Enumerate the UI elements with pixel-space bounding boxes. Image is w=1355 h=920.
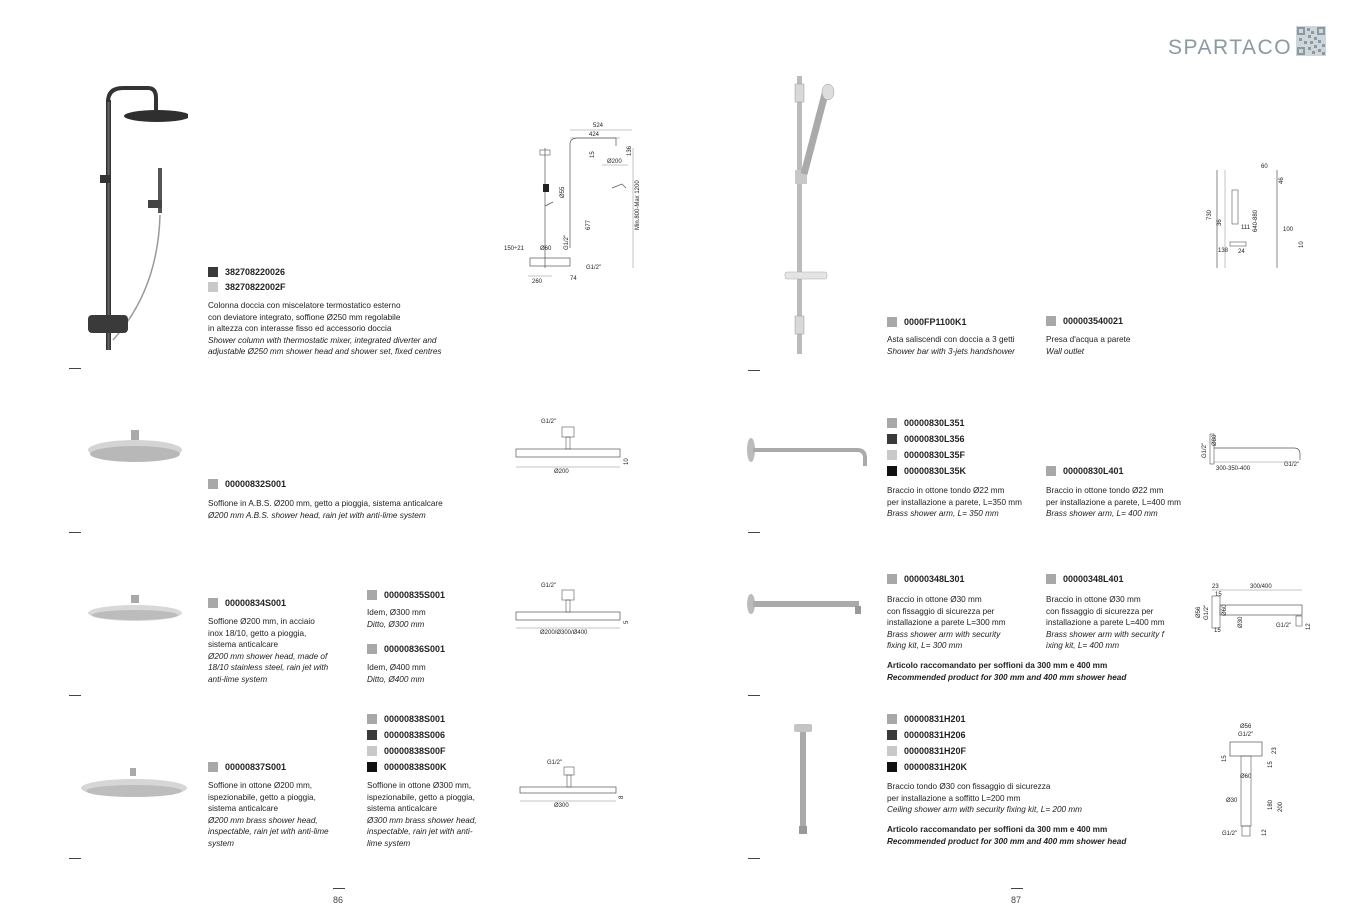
- divider-dash: [748, 370, 760, 371]
- product-code: 00000830L401: [1063, 465, 1124, 476]
- svg-text:Ø60: Ø60: [540, 246, 552, 252]
- shower-head-technical-drawing: [510, 415, 635, 480]
- svg-text:Ø56: Ø56: [1240, 724, 1252, 730]
- svg-text:G1/2": G1/2": [1284, 462, 1300, 468]
- divider-dash: [69, 695, 81, 696]
- product-code: 00000838S006: [384, 729, 446, 740]
- product-code-row: [887, 727, 966, 742]
- divider-dash: [69, 532, 81, 533]
- product-code: 0000FP1100K1: [904, 316, 967, 327]
- product-code-row: [887, 431, 965, 446]
- shower-column-photo: [78, 70, 188, 360]
- svg-text:300-350-400: 300-350-400: [1216, 466, 1251, 472]
- recommendation-note: Articolo raccomandato per soffioni da 300 mm e 400 mm Recommended product for 300 mm and 400 mm shower head: [887, 825, 1127, 846]
- color-swatch-chrome: [887, 714, 897, 724]
- product-code: 00000836S001: [384, 643, 446, 654]
- product-description: Soffione in ottone Ø200 mm, ispezionabile, getto a pioggia, sistema anticalcare Ø200 mm brass shower head, inspectable, rain jet with anti-lime system: [208, 781, 329, 848]
- color-swatch-chrome: [887, 574, 897, 584]
- divider-dash: [1011, 888, 1023, 889]
- product-code: 00000838S00F: [384, 745, 446, 756]
- shower-head-photo: [86, 595, 186, 625]
- product-code-row: [208, 476, 286, 491]
- product-code-row: [887, 314, 967, 329]
- product-description: Soffione in A.B.S. Ø200 mm, getto a pioggia, sistema anticalcare Ø200 mm A.B.S. shower head, rain jet with anti-lime system: [208, 499, 443, 520]
- product-code-row: [1046, 463, 1124, 478]
- svg-text:138: 138: [1218, 248, 1229, 254]
- svg-text:G1/2": G1/2": [586, 265, 602, 271]
- svg-text:24: 24: [1238, 249, 1245, 255]
- product-description: Asta saliscendi con doccia a 3 getti Shower bar with 3-jets handshower: [887, 335, 1015, 356]
- product-code-row: [208, 264, 285, 279]
- color-swatch-chrome: [367, 644, 377, 654]
- product-code: 00000830L351: [904, 417, 965, 428]
- product-code-row: [887, 759, 967, 774]
- svg-text:424: 424: [589, 132, 600, 138]
- color-swatch-chrome: [1046, 466, 1056, 476]
- svg-text:15: 15: [1215, 592, 1222, 598]
- svg-text:Ø30: Ø30: [1238, 616, 1244, 628]
- qr-code-icon: [1296, 26, 1326, 56]
- product-code: 00000831H20F: [904, 745, 967, 756]
- svg-text:111: 111: [1241, 225, 1251, 231]
- shower-head-technical-drawing: [512, 755, 630, 811]
- ceiling-arm-photo: [792, 722, 816, 837]
- color-swatch-gunmetal: [208, 267, 218, 277]
- svg-text:Ø60: Ø60: [1222, 604, 1228, 616]
- color-swatch-chrome: [208, 598, 218, 608]
- color-swatch-chrome: [208, 479, 218, 489]
- color-swatch-black: [887, 466, 897, 476]
- product-code-row: [208, 759, 286, 774]
- shower-head-technical-drawing: [510, 578, 635, 640]
- product-code-row: [367, 759, 447, 774]
- product-code-row: [887, 447, 965, 462]
- divider-dash: [69, 368, 81, 369]
- product-description: Braccio in ottone tondo Ø22 mm per installazione a parete, L=350 mm Brass shower arm, L= 350 mm: [887, 486, 1022, 519]
- shower-column-technical-drawing: [500, 118, 650, 288]
- page-number: 87: [1011, 895, 1022, 905]
- product-description: Braccio in ottone tondo Ø22 mm per installazione a parete, L=400 mm Brass shower arm, L= 400 mm: [1046, 486, 1181, 519]
- product-code-row: [367, 641, 445, 656]
- svg-text:46: 46: [1279, 177, 1285, 184]
- svg-text:Min.800-Max 1200: Min.800-Max 1200: [635, 180, 641, 230]
- color-swatch-black: [887, 762, 897, 772]
- svg-text:G1/2": G1/2": [541, 419, 557, 425]
- product-code-row: [887, 711, 966, 726]
- svg-text:640-880: 640-880: [1253, 209, 1259, 232]
- svg-text:G1/2": G1/2": [1222, 831, 1238, 837]
- product-code-row: [367, 727, 445, 742]
- product-code-row: [367, 743, 446, 758]
- product-code: 382708220026: [225, 266, 286, 277]
- shower-arm-technical-drawing: [1198, 428, 1313, 476]
- svg-text:8: 8: [619, 795, 625, 799]
- svg-text:524: 524: [593, 123, 604, 129]
- svg-text:G1/2": G1/2": [1204, 604, 1210, 620]
- color-swatch-brushed: [887, 450, 897, 460]
- svg-text:150÷21: 150÷21: [504, 246, 524, 252]
- svg-text:5: 5: [624, 620, 630, 624]
- product-description: Idem, Ø400 mm Ditto, Ø400 mm: [367, 663, 426, 684]
- color-swatch-chrome: [1046, 316, 1056, 326]
- product-code: 00000838S00K: [384, 761, 447, 772]
- product-description: Soffione Ø200 mm, in acciaio inox 18/10, getto a pioggia, sistema anticalcare Ø200 mm shower head, made of 18/10 stainless steel, rain jet with anti-lime system: [208, 617, 329, 684]
- product-code: 00000348L401: [1063, 573, 1124, 584]
- svg-text:200: 200: [1278, 801, 1284, 812]
- product-code: 00000830L35K: [904, 465, 967, 476]
- svg-text:136: 136: [627, 145, 633, 156]
- divider-dash: [748, 695, 760, 696]
- color-swatch-black: [367, 762, 377, 772]
- shower-head-photo: [80, 768, 190, 804]
- divider-dash: [748, 532, 760, 533]
- svg-text:10: 10: [1299, 241, 1305, 248]
- recommendation-note: Articolo raccomandato per soffioni da 300 mm e 400 mm Recommended product for 300 mm and 400 mm shower head: [887, 661, 1127, 682]
- svg-text:15: 15: [1222, 755, 1228, 762]
- svg-text:Ø30: Ø30: [1226, 798, 1238, 804]
- product-description: Soffione in ottone Ø300 mm, ispezionabile, getto a pioggia, sistema anticalcare Ø300 mm brass shower head, inspectable, rain jet with anti- lime system: [367, 781, 477, 848]
- svg-text:Ø80: Ø80: [1212, 434, 1218, 446]
- svg-text:G1/2": G1/2": [1238, 732, 1254, 738]
- color-swatch-gunmetal: [367, 730, 377, 740]
- svg-text:Ø200: Ø200: [607, 159, 622, 165]
- svg-text:G1/2": G1/2": [541, 583, 557, 589]
- product-code-row: [208, 279, 286, 294]
- product-description: Braccio in ottone Ø30 mm con fissaggio di sicurezza per installazione a parete L=400 mm Brass shower arm with security f ixing kit, L= 400 mm: [1046, 595, 1165, 651]
- color-swatch-brushed: [887, 746, 897, 756]
- svg-text:G1/2": G1/2": [564, 234, 570, 250]
- svg-text:74: 74: [570, 276, 577, 282]
- page-number: 86: [333, 895, 344, 905]
- svg-text:15: 15: [590, 151, 596, 158]
- svg-text:G1/2": G1/2": [1202, 442, 1208, 458]
- svg-text:23: 23: [1272, 747, 1278, 754]
- product-code: 00000831H20K: [904, 761, 968, 772]
- svg-text:677: 677: [586, 219, 592, 230]
- shower-arm-technical-drawing: [1192, 580, 1317, 638]
- product-description: Presa d'acqua a parete Wall outlet: [1046, 335, 1131, 356]
- product-code: 00000838S001: [384, 713, 446, 724]
- color-swatch-chrome: [367, 714, 377, 724]
- color-swatch-gunmetal: [887, 730, 897, 740]
- product-code-row: [887, 463, 966, 478]
- color-swatch-chrome: [1046, 574, 1056, 584]
- product-description: Idem, Ø300 mm Ditto, Ø300 mm: [367, 608, 426, 629]
- shower-head-photo: [86, 428, 186, 468]
- color-swatch-gunmetal: [887, 434, 897, 444]
- product-code: 00000832S001: [225, 478, 287, 489]
- product-code: 00000830L356: [904, 433, 965, 444]
- svg-text:15: 15: [1214, 628, 1221, 634]
- color-swatch-chrome: [887, 317, 897, 327]
- svg-text:Ø55: Ø55: [560, 186, 566, 198]
- svg-text:Ø200/Ø300/Ø400: Ø200/Ø300/Ø400: [540, 630, 588, 636]
- product-code-row: [1046, 313, 1123, 328]
- product-code-row: [887, 743, 966, 758]
- shower-arm-photo: [745, 592, 875, 620]
- product-code: 00000831H206: [904, 729, 966, 740]
- product-code: 00000835S001: [384, 589, 446, 600]
- svg-text:G1/2": G1/2": [1276, 623, 1292, 629]
- svg-text:180: 180: [1268, 799, 1274, 810]
- product-code-row: [367, 711, 445, 726]
- svg-text:Ø56: Ø56: [1196, 606, 1202, 618]
- shower-arm-photo: [745, 430, 875, 470]
- product-code: 00000837S001: [225, 761, 287, 772]
- svg-text:12: 12: [1262, 829, 1268, 836]
- svg-text:G1/2": G1/2": [547, 760, 563, 766]
- divider-dash: [333, 888, 345, 889]
- color-swatch-chrome: [367, 590, 377, 600]
- product-description: Colonna doccia con miscelatore termostatico esterno con deviatore integrato, soffione Ø250 mm regolabile in altezza con interasse fisso ed accessorio doccia Shower column with thermostatic mixer, integrated diverter and adjustable Ø250 mm shower head and shower set, fixed centres: [208, 301, 442, 357]
- product-description: Braccio in ottone Ø30 mm con fissaggio di sicurezza per installazione a parete L=300 mm Brass shower arm with security fixing kit, L= 300 mm: [887, 595, 1006, 651]
- product-code: 38270822002F: [225, 281, 286, 292]
- product-code-row: [887, 415, 965, 430]
- ceiling-arm-technical-drawing: [1210, 720, 1290, 838]
- color-swatch-chrome: [887, 418, 897, 428]
- svg-text:260: 260: [532, 279, 543, 285]
- color-swatch-brushed: [208, 282, 218, 292]
- svg-text:10: 10: [624, 458, 630, 465]
- product-code-row: [208, 595, 286, 610]
- product-code-row: [367, 587, 445, 602]
- color-swatch-chrome: [208, 762, 218, 772]
- svg-text:60: 60: [1261, 164, 1268, 170]
- product-code: 00000348L301: [904, 573, 965, 584]
- svg-text:15: 15: [1268, 761, 1274, 768]
- divider-dash: [69, 858, 81, 859]
- svg-text:Ø60: Ø60: [1240, 774, 1252, 780]
- shower-bar-technical-drawing: [1205, 160, 1310, 272]
- product-code-row: [1046, 571, 1124, 586]
- product-code: 00000830L35F: [904, 449, 966, 460]
- svg-text:Ø200: Ø200: [554, 469, 569, 475]
- svg-text:36: 36: [1217, 219, 1223, 226]
- product-code: 00000831H201: [904, 713, 966, 724]
- product-code: 000003540021: [1063, 315, 1124, 326]
- svg-text:23: 23: [1212, 584, 1219, 590]
- svg-text:300/400: 300/400: [1250, 584, 1272, 590]
- product-code: 00000834S001: [225, 597, 287, 608]
- svg-text:Ø300: Ø300: [554, 803, 569, 809]
- shower-bar-photo: [770, 74, 850, 359]
- product-description: Braccio tondo Ø30 con fissaggio di sicurezza per installazione a soffitto L=200 mm Ceiling shower arm with security fixing kit, L= 200 mm: [887, 782, 1082, 815]
- divider-dash: [748, 858, 760, 859]
- svg-text:730: 730: [1207, 209, 1213, 220]
- svg-text:100: 100: [1283, 227, 1294, 233]
- brand-logo-text: SPARTACO: [1168, 36, 1293, 59]
- color-swatch-brushed: [367, 746, 377, 756]
- svg-text:12: 12: [1306, 623, 1312, 630]
- product-code-row: [887, 571, 965, 586]
